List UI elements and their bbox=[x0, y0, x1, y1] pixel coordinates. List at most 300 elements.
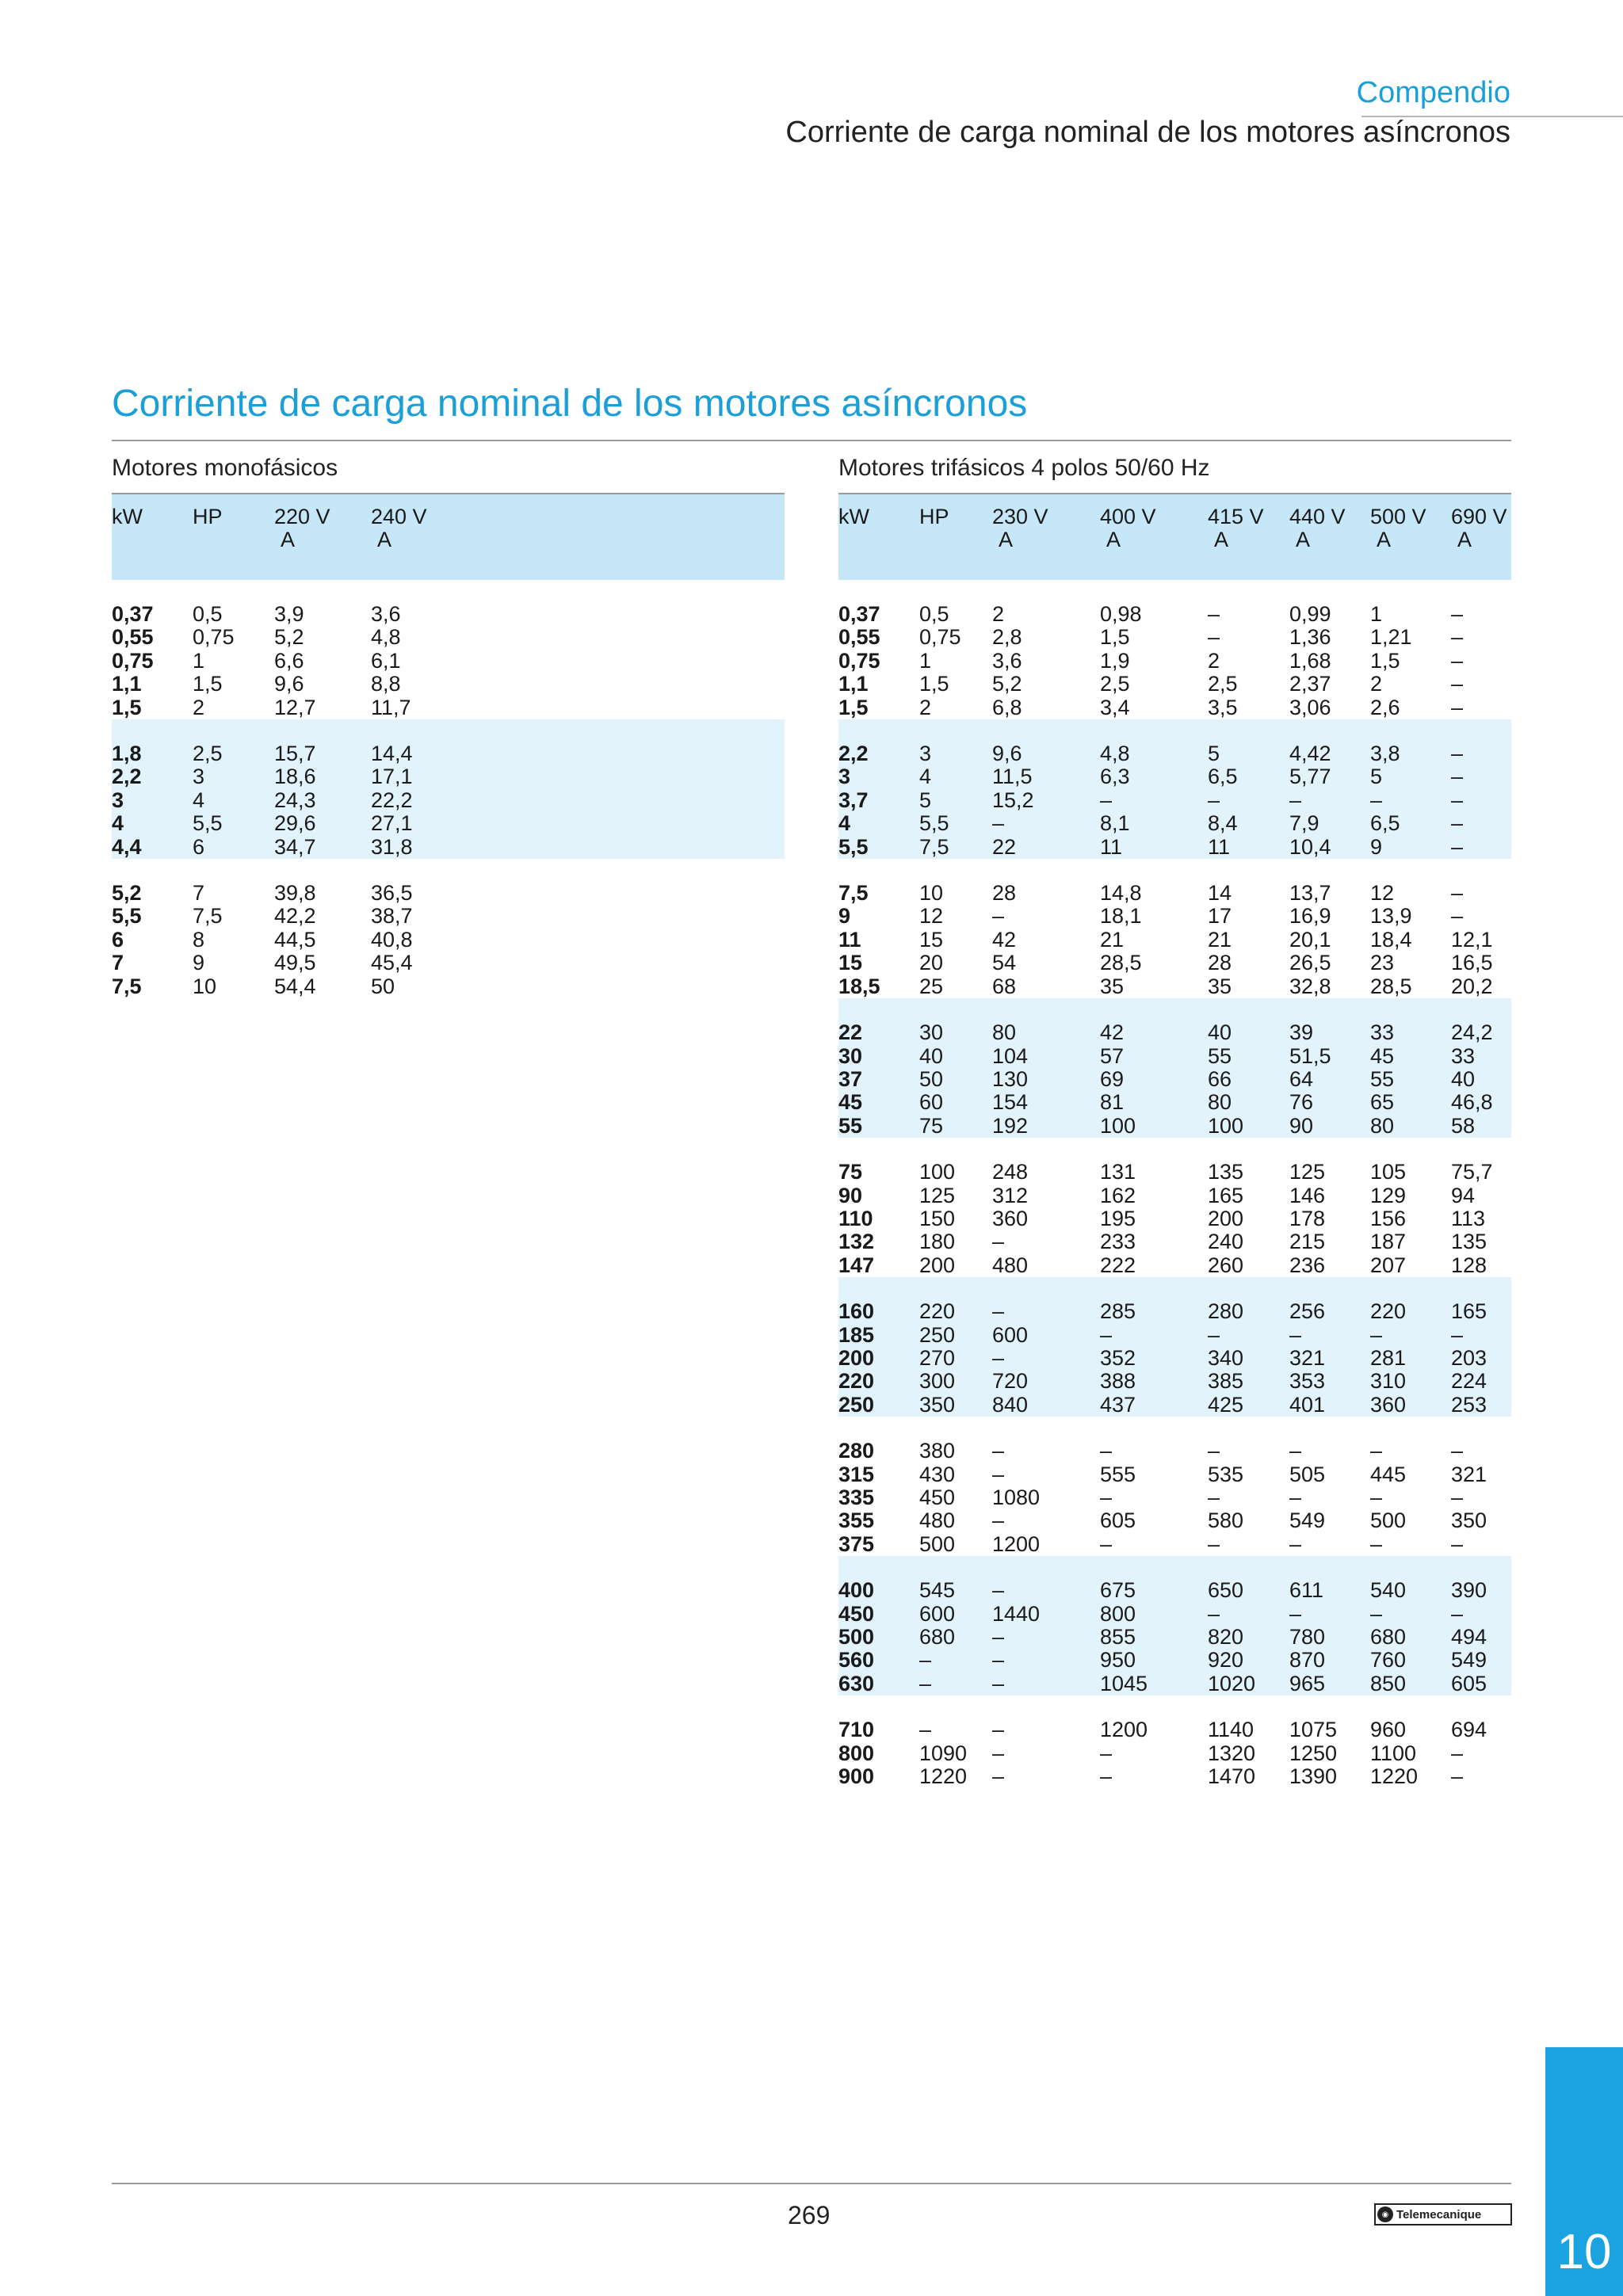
three-phase-table-row bbox=[838, 1765, 1511, 1788]
three-phase-value-cell: 18,1 bbox=[1100, 904, 1142, 929]
three-phase-value-cell: 3 bbox=[919, 742, 992, 765]
three-phase-value-cell: – bbox=[1208, 1486, 1220, 1509]
three-phase-value-cell: 350 bbox=[1451, 1508, 1487, 1533]
three-phase-value-cell: 4,42 bbox=[1289, 742, 1370, 765]
three-phase-value-cell: 15,2 bbox=[992, 789, 1100, 812]
three-phase-value-cell: 1,5 bbox=[1100, 625, 1130, 650]
three-phase-value-cell: 90 bbox=[1289, 1115, 1370, 1138]
three-phase-value-cell: – bbox=[1370, 789, 1451, 812]
three-phase-table-row bbox=[838, 1463, 1511, 1486]
three-phase-value-cell: 388 bbox=[1100, 1370, 1208, 1393]
three-phase-value-cell: 14,8 bbox=[1100, 881, 1142, 906]
three-phase-value-cell: – bbox=[992, 1300, 1100, 1323]
three-phase-value-cell: 7,9 bbox=[1289, 812, 1370, 835]
single-phase-value-cell: 2 bbox=[193, 695, 205, 719]
three-phase-table-row bbox=[838, 1324, 1511, 1347]
three-phase-table-row bbox=[838, 1649, 1511, 1672]
three-phase-value-cell: 600 bbox=[919, 1603, 992, 1626]
three-phase-table-row bbox=[838, 1254, 1511, 1277]
three-phase-group-spacer-cell bbox=[838, 1695, 1511, 1718]
three-phase-value-cell: 960 bbox=[1370, 1718, 1407, 1742]
three-phase-kw-cell: 1,5 bbox=[838, 695, 869, 719]
single-phase-column-header-label: HP bbox=[193, 505, 223, 528]
three-phase-column-header bbox=[1451, 494, 1511, 580]
three-phase-value-cell: 100 bbox=[919, 1160, 956, 1184]
single-phase-table-row bbox=[112, 673, 785, 696]
three-phase-value-cell: – bbox=[1451, 836, 1511, 859]
three-phase-value-cell: 675 bbox=[1100, 1579, 1208, 1602]
three-phase-group-spacer-cell bbox=[838, 719, 1511, 742]
three-phase-value-cell: – bbox=[1451, 1324, 1511, 1347]
single-phase-value-cell: 22,2 bbox=[371, 789, 785, 812]
three-phase-value-cell: 192 bbox=[992, 1115, 1100, 1138]
single-phase-value-cell: 5,5 bbox=[193, 812, 274, 835]
three-phase-kw-cell: 315 bbox=[838, 1462, 875, 1486]
three-phase-group-spacer-cell bbox=[838, 1277, 1511, 1300]
three-phase-value-cell: 100 bbox=[1100, 1115, 1208, 1138]
three-phase-value-cell: 353 bbox=[1289, 1370, 1370, 1393]
single-phase-column-header-label: kW bbox=[112, 505, 143, 528]
three-phase-value-cell: – bbox=[992, 1626, 1100, 1649]
single-phase-value-cell: 39,8 bbox=[274, 881, 316, 906]
three-phase-value-cell: 605 bbox=[1100, 1508, 1136, 1533]
three-phase-value-cell: 28,5 bbox=[1100, 951, 1142, 975]
three-phase-kw-cell: 355 bbox=[838, 1508, 875, 1533]
three-phase-value-cell: 162 bbox=[1100, 1183, 1136, 1207]
three-phase-table-row bbox=[838, 929, 1511, 952]
three-phase-value-cell: 248 bbox=[992, 1160, 1029, 1184]
brand-name: Telemecanique bbox=[1396, 2207, 1482, 2222]
page-title: Corriente de carga nominal de los motores asíncronos bbox=[112, 383, 1028, 425]
three-phase-kw-cell: 900 bbox=[838, 1764, 875, 1789]
three-phase-table-row bbox=[838, 626, 1511, 649]
three-phase-value-cell: 500 bbox=[919, 1531, 956, 1556]
single-phase-table-row bbox=[112, 603, 785, 626]
three-phase-kw-cell: 5,5 bbox=[838, 836, 919, 859]
three-phase-column-header-unit: A bbox=[1457, 528, 1472, 551]
three-phase-value-cell: 1 bbox=[919, 648, 932, 673]
three-phase-value-cell: 15 bbox=[919, 927, 944, 952]
three-phase-kw-cell: 250 bbox=[838, 1394, 919, 1417]
single-phase-group-spacer-cell bbox=[112, 719, 785, 742]
three-phase-value-cell: 256 bbox=[1289, 1300, 1370, 1323]
three-phase-table-row bbox=[838, 1091, 1511, 1114]
single-phase-value-cell: 6,6 bbox=[274, 648, 304, 673]
three-phase-table-row bbox=[838, 1394, 1511, 1417]
single-phase-table-row bbox=[112, 905, 785, 928]
three-phase-value-cell: 285 bbox=[1100, 1300, 1208, 1323]
three-phase-kw-cell: 11 bbox=[838, 927, 861, 952]
three-phase-value-cell: 500 bbox=[1370, 1508, 1407, 1533]
three-phase-value-cell: – bbox=[992, 1230, 1005, 1254]
single-phase-kw-cell: 0,75 bbox=[112, 648, 154, 673]
three-phase-table-row bbox=[838, 1672, 1511, 1695]
three-phase-kw-cell: 147 bbox=[838, 1253, 875, 1277]
three-phase-value-cell: – bbox=[992, 1579, 1100, 1602]
three-phase-value-cell: 104 bbox=[992, 1045, 1100, 1068]
three-phase-value-cell: 390 bbox=[1451, 1579, 1511, 1602]
three-phase-kw-cell: 2,2 bbox=[838, 742, 919, 765]
three-phase-value-cell: – bbox=[1100, 1439, 1113, 1463]
three-phase-group-spacer bbox=[838, 998, 1511, 1021]
three-phase-value-cell: – bbox=[1451, 881, 1464, 906]
three-phase-column-header-label: 400 V bbox=[1100, 505, 1156, 528]
three-phase-table-row bbox=[838, 1440, 1511, 1463]
single-phase-value-cell: 4 bbox=[193, 789, 274, 812]
three-phase-column-header-unit: A bbox=[1377, 528, 1392, 551]
three-phase-kw-cell: 375 bbox=[838, 1531, 875, 1556]
three-phase-value-cell: 57 bbox=[1100, 1045, 1208, 1068]
three-phase-value-cell: 360 bbox=[992, 1206, 1029, 1230]
single-phase-table-row bbox=[112, 929, 785, 952]
single-phase-column-header-label: 220 V bbox=[274, 505, 330, 528]
single-phase-value-cell: 11,7 bbox=[371, 695, 411, 719]
three-phase-value-cell: 42 bbox=[1100, 1021, 1208, 1044]
three-phase-value-cell: 154 bbox=[992, 1091, 1100, 1114]
three-phase-group-spacer bbox=[838, 1138, 1511, 1161]
three-phase-kw-cell: 220 bbox=[838, 1370, 919, 1393]
three-phase-value-cell: 7,5 bbox=[919, 836, 992, 859]
three-phase-value-cell: 2 bbox=[919, 695, 932, 719]
three-phase-value-cell: 50 bbox=[919, 1068, 992, 1091]
three-phase-column-header-unit: A bbox=[1214, 528, 1229, 551]
single-phase-table-row bbox=[112, 742, 785, 765]
single-phase-table-row bbox=[112, 975, 785, 998]
three-phase-value-cell: 5 bbox=[1208, 742, 1289, 765]
three-phase-value-cell: 156 bbox=[1370, 1206, 1407, 1230]
three-phase-kw-cell: 400 bbox=[838, 1579, 919, 1602]
three-phase-value-cell: 80 bbox=[1370, 1115, 1451, 1138]
three-phase-value-cell: 2,5 bbox=[1100, 672, 1130, 696]
three-phase-table bbox=[838, 494, 1511, 1811]
three-phase-value-cell: 5 bbox=[1370, 765, 1451, 788]
three-phase-kw-cell: 280 bbox=[838, 1439, 875, 1463]
three-phase-value-cell: 1470 bbox=[1208, 1764, 1256, 1789]
three-phase-value-cell: – bbox=[1289, 1324, 1370, 1347]
single-phase-value-cell: 1 bbox=[193, 648, 205, 673]
three-phase-group-spacer bbox=[838, 719, 1511, 742]
three-phase-value-cell: 12 bbox=[919, 904, 944, 929]
three-phase-table-row bbox=[838, 696, 1511, 719]
three-phase-column-header-label: 690 V bbox=[1451, 505, 1507, 528]
three-phase-value-cell: 40 bbox=[1208, 1021, 1289, 1044]
three-phase-value-cell: – bbox=[1208, 602, 1220, 626]
three-phase-value-cell: 94 bbox=[1451, 1183, 1476, 1207]
three-phase-value-cell: – bbox=[1289, 1531, 1302, 1556]
three-phase-header-row bbox=[838, 494, 1511, 580]
single-phase-value-cell: 36,5 bbox=[371, 881, 413, 906]
three-phase-table-row bbox=[838, 789, 1511, 812]
single-phase-value-cell: 34,7 bbox=[274, 836, 371, 859]
single-phase-value-cell: 24,3 bbox=[274, 789, 371, 812]
three-phase-value-cell: 187 bbox=[1370, 1230, 1407, 1254]
three-phase-group-spacer bbox=[838, 1695, 1511, 1718]
three-phase-value-cell: – bbox=[1370, 1531, 1383, 1556]
three-phase-value-cell: 680 bbox=[919, 1626, 992, 1649]
three-phase-value-cell: – bbox=[919, 1718, 932, 1742]
three-phase-value-cell: 5 bbox=[919, 789, 992, 812]
three-phase-column-header bbox=[838, 494, 919, 580]
three-phase-kw-cell: 160 bbox=[838, 1300, 919, 1323]
three-phase-column-header bbox=[1100, 494, 1208, 580]
three-phase-table-row bbox=[838, 742, 1511, 765]
single-phase-group-spacer bbox=[112, 719, 785, 742]
three-phase-value-cell: 40 bbox=[919, 1045, 992, 1068]
three-phase-value-cell: 131 bbox=[1100, 1160, 1136, 1184]
three-phase-column-header-unit: A bbox=[999, 528, 1014, 551]
three-phase-value-cell: – bbox=[992, 1672, 1100, 1695]
three-phase-value-cell: – bbox=[1451, 695, 1464, 719]
three-phase-value-cell: 55 bbox=[1370, 1068, 1451, 1091]
three-phase-value-cell: 178 bbox=[1289, 1206, 1326, 1230]
three-phase-table-row bbox=[838, 1207, 1511, 1230]
three-phase-value-cell: – bbox=[919, 1649, 992, 1672]
three-phase-value-cell: – bbox=[919, 1672, 992, 1695]
single-phase-value-cell: 50 bbox=[371, 974, 395, 998]
three-phase-value-cell: 69 bbox=[1100, 1068, 1208, 1091]
three-phase-value-cell: 6,5 bbox=[1208, 765, 1289, 788]
three-phase-value-cell: – bbox=[1289, 1439, 1302, 1463]
single-phase-group-spacer bbox=[112, 998, 785, 1021]
three-phase-value-cell: 125 bbox=[1289, 1160, 1326, 1184]
three-phase-value-cell: 3,6 bbox=[992, 648, 1022, 673]
three-phase-value-cell: 9 bbox=[1370, 836, 1451, 859]
three-phase-value-cell: – bbox=[1451, 1741, 1464, 1765]
three-phase-value-cell: 3,8 bbox=[1370, 742, 1451, 765]
three-phase-kw-cell: 630 bbox=[838, 1672, 919, 1695]
single-phase-value-cell: 10 bbox=[193, 974, 217, 998]
three-phase-value-cell: 26,5 bbox=[1289, 951, 1331, 975]
three-phase-value-cell: 385 bbox=[1208, 1370, 1289, 1393]
three-phase-value-cell: 780 bbox=[1289, 1626, 1370, 1649]
three-phase-kw-cell: 30 bbox=[838, 1045, 919, 1068]
three-phase-column-header-label: 415 V bbox=[1208, 505, 1264, 528]
three-phase-column-header-unit: A bbox=[1296, 528, 1311, 551]
single-phase-kw-cell: 0,37 bbox=[112, 602, 154, 626]
three-phase-kw-cell: 18,5 bbox=[838, 974, 880, 998]
three-phase-value-cell: 5,77 bbox=[1289, 765, 1370, 788]
three-phase-table-row bbox=[838, 882, 1511, 905]
single-phase-group-spacer-cell bbox=[112, 859, 785, 882]
single-phase-column-header bbox=[371, 494, 785, 580]
three-phase-value-cell: 180 bbox=[919, 1230, 956, 1254]
three-phase-value-cell: 5,2 bbox=[992, 672, 1022, 696]
three-phase-table-row bbox=[838, 1068, 1511, 1091]
three-phase-value-cell: 1100 bbox=[1370, 1741, 1417, 1765]
single-phase-group-spacer bbox=[112, 580, 785, 603]
three-phase-value-cell: 200 bbox=[919, 1253, 956, 1277]
three-phase-column-header bbox=[1289, 494, 1370, 580]
three-phase-value-cell: 55 bbox=[1208, 1045, 1289, 1068]
three-phase-value-cell: 128 bbox=[1451, 1253, 1487, 1277]
three-phase-value-cell: 840 bbox=[992, 1394, 1100, 1417]
three-phase-value-cell: 280 bbox=[1208, 1300, 1289, 1323]
three-phase-value-cell: 855 bbox=[1100, 1626, 1208, 1649]
single-phase-kw-cell: 4,4 bbox=[112, 836, 193, 859]
three-phase-value-cell: 10,4 bbox=[1289, 836, 1370, 859]
three-phase-value-cell: 150 bbox=[919, 1206, 956, 1230]
three-phase-value-cell: 125 bbox=[919, 1183, 956, 1207]
header-section-title: Compendio bbox=[1356, 76, 1510, 109]
three-phase-value-cell: 18,4 bbox=[1370, 927, 1412, 952]
three-phase-table-row bbox=[838, 1230, 1511, 1253]
three-phase-value-cell: – bbox=[1451, 812, 1511, 835]
three-phase-column-header-label: HP bbox=[919, 505, 949, 528]
three-phase-value-cell: 16,9 bbox=[1289, 904, 1331, 929]
three-phase-kw-cell: 75 bbox=[838, 1160, 863, 1184]
three-phase-value-cell: 1045 bbox=[1100, 1672, 1208, 1695]
three-phase-value-cell: 549 bbox=[1451, 1649, 1511, 1672]
three-phase-value-cell: 555 bbox=[1100, 1462, 1136, 1486]
three-phase-value-cell: 100 bbox=[1208, 1115, 1289, 1138]
title-divider bbox=[112, 440, 1511, 441]
three-phase-value-cell: 20 bbox=[919, 951, 944, 975]
three-phase-value-cell: 129 bbox=[1370, 1183, 1407, 1207]
single-phase-value-cell: 0,75 bbox=[193, 625, 235, 650]
three-phase-value-cell: 30 bbox=[919, 1021, 992, 1044]
three-phase-group-spacer-cell bbox=[838, 1138, 1511, 1161]
three-phase-value-cell: 2,6 bbox=[1370, 695, 1400, 719]
three-phase-value-cell: – bbox=[1451, 904, 1464, 929]
three-phase-value-cell: 80 bbox=[1208, 1091, 1289, 1114]
single-phase-value-cell: 3 bbox=[193, 765, 274, 788]
three-phase-table-row bbox=[838, 1370, 1511, 1393]
three-phase-kw-cell: 15 bbox=[838, 951, 863, 975]
single-phase-value-cell: 1,5 bbox=[193, 672, 223, 696]
three-phase-value-cell: 760 bbox=[1370, 1649, 1451, 1672]
three-phase-value-cell: 2,37 bbox=[1289, 672, 1331, 696]
three-phase-value-cell: – bbox=[1451, 1603, 1511, 1626]
three-phase-value-cell: – bbox=[1451, 1764, 1464, 1789]
three-phase-kw-cell: 9 bbox=[838, 904, 851, 929]
three-phase-value-cell: 135 bbox=[1208, 1160, 1244, 1184]
three-phase-value-cell: 75,7 bbox=[1451, 1160, 1493, 1184]
three-phase-value-cell: 300 bbox=[919, 1370, 992, 1393]
single-phase-column-header bbox=[274, 494, 371, 580]
three-phase-value-cell: 21 bbox=[1208, 927, 1232, 952]
three-phase-table-row bbox=[838, 1300, 1511, 1323]
three-phase-value-cell: 1 bbox=[1370, 602, 1383, 626]
three-phase-value-cell: 25 bbox=[919, 974, 944, 998]
single-phase-value-cell: 12,7 bbox=[274, 695, 316, 719]
three-phase-value-cell: 1,9 bbox=[1100, 648, 1130, 673]
single-phase-value-cell: 17,1 bbox=[371, 765, 785, 788]
three-phase-value-cell: 17 bbox=[1208, 904, 1232, 929]
three-phase-value-cell: – bbox=[992, 812, 1100, 835]
three-phase-value-cell: 22 bbox=[992, 836, 1100, 859]
three-phase-value-cell: – bbox=[992, 1439, 1005, 1463]
three-phase-value-cell: 28 bbox=[992, 881, 1017, 906]
three-phase-value-cell: – bbox=[1451, 742, 1511, 765]
three-phase-value-cell: 680 bbox=[1370, 1626, 1451, 1649]
single-phase-column-header-unit: A bbox=[281, 528, 296, 551]
single-phase-table-header bbox=[112, 494, 785, 580]
three-phase-value-cell: 10 bbox=[919, 881, 944, 906]
three-phase-table-row bbox=[838, 952, 1511, 974]
three-phase-table-row bbox=[838, 1718, 1511, 1741]
three-phase-value-cell: – bbox=[1100, 1531, 1113, 1556]
three-phase-kw-cell: 110 bbox=[838, 1206, 873, 1230]
three-phase-value-cell: 505 bbox=[1289, 1462, 1326, 1486]
three-phase-value-cell: – bbox=[1370, 1603, 1451, 1626]
single-phase-value-cell: 8,8 bbox=[371, 672, 401, 696]
three-phase-value-cell: – bbox=[1451, 1486, 1464, 1509]
single-phase-value-cell: 2,5 bbox=[193, 742, 274, 765]
three-phase-value-cell: 2,8 bbox=[992, 625, 1022, 650]
three-phase-value-cell: – bbox=[992, 1347, 1100, 1370]
three-phase-value-cell: 0,75 bbox=[919, 625, 961, 650]
three-phase-value-cell: 281 bbox=[1370, 1347, 1451, 1370]
three-phase-value-cell: 33 bbox=[1451, 1045, 1511, 1068]
three-phase-value-cell: 650 bbox=[1208, 1579, 1289, 1602]
single-phase-column-header bbox=[193, 494, 274, 580]
single-phase-value-cell: 7,5 bbox=[193, 904, 223, 929]
three-phase-value-cell: 8,4 bbox=[1208, 812, 1289, 835]
three-phase-value-cell: 60 bbox=[919, 1091, 992, 1114]
single-phase-kw-cell: 4 bbox=[112, 812, 193, 835]
single-phase-value-cell: 4,8 bbox=[371, 625, 401, 650]
three-phase-value-cell: 23 bbox=[1370, 951, 1395, 975]
single-phase-table-row bbox=[112, 789, 785, 812]
single-phase-kw-cell: 6 bbox=[112, 927, 124, 952]
single-phase-value-cell: 6 bbox=[193, 836, 274, 859]
three-phase-value-cell: – bbox=[1208, 1603, 1289, 1626]
three-phase-table-row bbox=[838, 975, 1511, 998]
three-phase-value-cell: – bbox=[992, 1764, 1005, 1789]
single-phase-value-cell: 18,6 bbox=[274, 765, 371, 788]
single-phase-value-cell: 9 bbox=[193, 951, 205, 975]
three-phase-kw-cell: 7,5 bbox=[838, 881, 869, 906]
three-phase-value-cell: – bbox=[1370, 1439, 1383, 1463]
three-phase-table-row bbox=[838, 603, 1511, 626]
three-phase-value-cell: 240 bbox=[1208, 1230, 1244, 1254]
three-phase-value-cell: 0,99 bbox=[1289, 602, 1331, 626]
single-phase-column-header bbox=[112, 494, 193, 580]
three-phase-value-cell: 146 bbox=[1289, 1183, 1326, 1207]
three-phase-kw-cell: 37 bbox=[838, 1068, 919, 1091]
three-phase-value-cell: 1020 bbox=[1208, 1672, 1289, 1695]
single-phase-kw-cell: 5,2 bbox=[112, 881, 142, 906]
three-phase-table-header bbox=[838, 494, 1511, 580]
three-phase-value-cell: 1220 bbox=[919, 1764, 968, 1789]
three-phase-group-spacer bbox=[838, 859, 1511, 882]
three-phase-value-cell: – bbox=[1451, 602, 1464, 626]
three-phase-group-spacer bbox=[838, 1556, 1511, 1579]
three-phase-value-cell: 80 bbox=[992, 1021, 1100, 1044]
three-phase-value-cell: 1090 bbox=[919, 1741, 968, 1765]
single-phase-value-cell: 7 bbox=[193, 881, 205, 906]
single-phase-kw-cell: 7 bbox=[112, 951, 124, 975]
three-phase-value-cell: 40 bbox=[1451, 1068, 1511, 1091]
three-phase-table-row bbox=[838, 1626, 1511, 1649]
three-phase-value-cell: 6,3 bbox=[1100, 765, 1208, 788]
three-phase-value-cell: 76 bbox=[1289, 1091, 1370, 1114]
three-phase-value-cell: 1,5 bbox=[1370, 648, 1400, 673]
three-phase-value-cell: 42 bbox=[992, 927, 1017, 952]
three-phase-value-cell: – bbox=[1289, 1486, 1302, 1509]
three-phase-value-cell: 11,5 bbox=[992, 765, 1100, 788]
three-phase-value-cell: 1390 bbox=[1289, 1764, 1338, 1789]
three-phase-value-cell: 1250 bbox=[1289, 1741, 1338, 1765]
three-phase-value-cell: 850 bbox=[1370, 1672, 1451, 1695]
three-phase-value-cell: 321 bbox=[1289, 1347, 1370, 1370]
three-phase-value-cell: 450 bbox=[919, 1486, 956, 1509]
three-phase-table-body bbox=[838, 580, 1511, 1811]
three-phase-value-cell: 1320 bbox=[1208, 1741, 1256, 1765]
three-phase-value-cell: 233 bbox=[1100, 1230, 1136, 1254]
single-phase-table-body bbox=[112, 580, 785, 1021]
three-phase-value-cell: 600 bbox=[992, 1324, 1100, 1347]
